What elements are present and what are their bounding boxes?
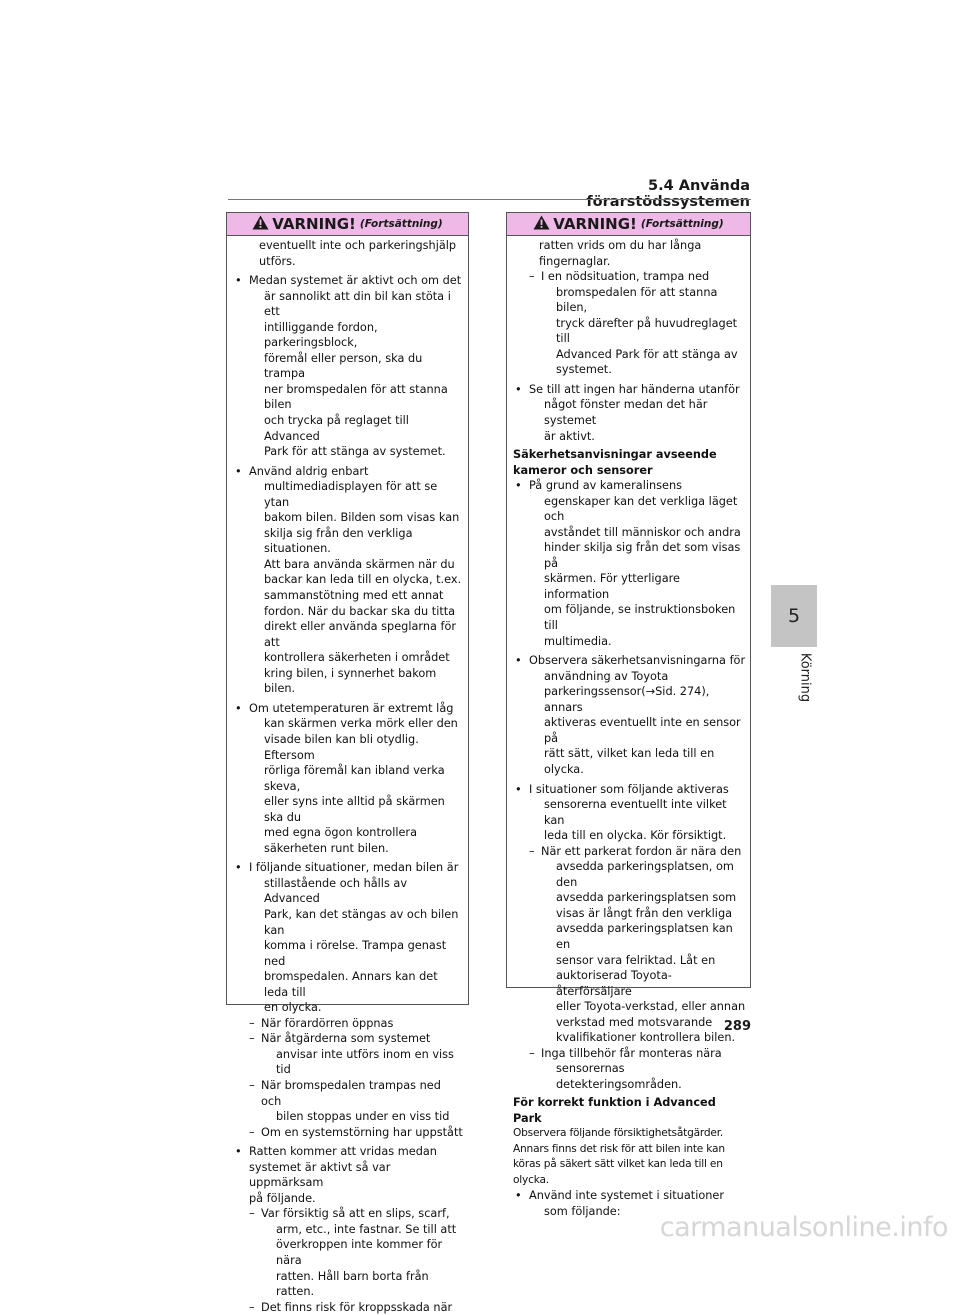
text-line: avsedda parkeringsplatsen kan en <box>556 922 733 951</box>
text-line: • Observera säkerhetsanvisningarna för <box>529 654 746 668</box>
bullet-item <box>513 478 746 649</box>
text-line: multimedia. <box>544 634 612 648</box>
text-line: auktoriserad Toyota-återförsäljare <box>556 969 672 998</box>
text-line: – När ett parkerat fordon är nära den <box>541 844 742 858</box>
text-line: ratten. Håll barn borta från ratten. <box>276 1269 429 1299</box>
bullet-item <box>513 653 746 777</box>
text-line: avståndet till människor och andra <box>544 525 741 539</box>
text-line: kring bilen, i synnerhet bakom bilen. <box>264 666 437 696</box>
text-line: säkerheten runt bilen. <box>264 841 389 855</box>
text-line: systemet. <box>556 363 612 377</box>
text-line: stillastående och hålls av Advanced <box>264 876 408 906</box>
bullet-item <box>233 273 464 460</box>
text-line: • Ratten kommer att vridas medan <box>249 1145 437 1159</box>
text-line: eller syns inte alltid på skärmen ska du <box>264 795 445 824</box>
dash-item <box>233 1300 464 1315</box>
text-line: sensor vara felriktad. Låt en <box>556 953 716 967</box>
chapter-tab: 5 <box>771 585 817 647</box>
text-line: sensorernas detekteringsområden. <box>556 1062 682 1091</box>
text-line: • Använd aldrig enbart <box>249 464 369 478</box>
warning-continued: (Fortsättning) <box>640 218 724 230</box>
text-line: leda till en olycka. Kör försiktigt. <box>544 829 727 843</box>
dash-item <box>233 1031 464 1078</box>
text-line: parkeringssensor(→Sid. 274), annars <box>544 685 710 714</box>
page-number: 289 <box>723 1019 751 1034</box>
bullet-item <box>233 464 464 697</box>
text-line: på följande. <box>249 1191 316 1205</box>
text-line: utförs. <box>259 254 296 268</box>
warning-triangle-icon <box>533 215 550 234</box>
text-line: Annars finns det risk för att bilen inte kan <box>513 1142 725 1155</box>
text-line: bromspedalen för att stanna bilen, <box>556 285 718 315</box>
header-divider <box>228 199 751 200</box>
section-heading <box>513 1095 746 1126</box>
text-line: olycka. <box>513 1173 549 1186</box>
bullet-item <box>233 701 464 856</box>
text-line: som följande: <box>544 1204 621 1218</box>
chapter-label <box>786 642 813 716</box>
text-line: direkt eller använda speglarna för att <box>264 620 457 649</box>
text-line: – Inga tillbehör får monteras nära <box>541 1046 722 1060</box>
text-line: systemet är aktivt så var uppmärksam <box>249 1160 391 1190</box>
text-line: rörliga föremål kan ibland verka skeva, <box>264 764 445 793</box>
text-line: bromspedalen. Annars kan det leda till <box>264 970 438 999</box>
text-line: – När åtgärderna som systemet <box>261 1032 431 1046</box>
warning-title: VARNING! <box>272 215 356 233</box>
bullet-item <box>513 382 746 444</box>
text-line: komma i rörelse. Trampa genast ned <box>264 939 447 968</box>
text-line: • Medan systemet är aktivt och om det <box>249 274 462 288</box>
text-line: kameror och sensorer <box>513 463 653 477</box>
text-line: avsedda parkeringsplatsen, om den <box>556 860 734 889</box>
bullet-item <box>233 1144 464 1206</box>
bullet-item <box>513 782 746 844</box>
paragraph <box>233 238 464 269</box>
text-line: sammanstötning med ett annat <box>264 589 444 603</box>
text-line: För korrekt funktion i Advanced Park <box>513 1096 716 1125</box>
text-line: är aktivt. <box>544 429 595 443</box>
text-line: anvisar inte utförs inom en viss tid <box>276 1047 454 1077</box>
text-line: aktiveras eventuellt inte en sensor på <box>544 716 741 745</box>
text-line: visade bilen kan bli otydlig. Eftersom <box>264 732 419 762</box>
text-line: multimediadisplayen för att se ytan <box>264 480 438 509</box>
text-line: – Var försiktig så att en slips, scarf, <box>261 1207 450 1221</box>
dash-item <box>233 1016 464 1032</box>
text-line: är sannolikt att din bil kan stöta i ett <box>264 289 451 319</box>
section-title: 5.4 Använda förarstödssystemen <box>586 178 750 210</box>
text-line: backar kan leda till en olycka, t.ex. <box>264 573 462 587</box>
dash-item <box>513 1046 746 1093</box>
text-line: – Det finns risk för kroppsskada när <box>261 1300 453 1314</box>
text-line: Observera följande försiktighetsåtgärder. <box>513 1127 724 1140</box>
text-line: kontrollera säkerheten i området <box>264 651 450 665</box>
text-line: • Använd inte systemet i situationer <box>529 1189 724 1203</box>
text-line: något fönster medan det här systemet <box>544 398 708 428</box>
text-line: en olycka. <box>264 1001 322 1015</box>
text-line: egenskaper kan det verkliga läget och <box>544 494 738 524</box>
text-line: om följande, se instruktionsboken till <box>544 603 736 633</box>
warning-continued: (Fortsättning) <box>359 218 443 230</box>
text-line: bilen stoppas under en viss tid <box>276 1110 450 1124</box>
warning-body <box>227 236 468 1315</box>
text-line: • På grund av kameralinsens <box>529 479 683 493</box>
warning-header <box>227 213 468 236</box>
text-line: – Om en systemstörning har uppstått <box>261 1125 463 1139</box>
text-line: Park, kan det stängas av och bilen kan <box>264 907 459 937</box>
warning-body <box>507 236 750 1220</box>
dash-item <box>233 1206 464 1299</box>
paragraph <box>513 1126 746 1188</box>
text-line: – När bromspedalen trampas ned och <box>261 1078 441 1108</box>
text-line: • Se till att ingen har händerna utanför <box>529 382 740 396</box>
text-line: kan skärmen verka mörk eller den <box>264 717 458 731</box>
bullet-item <box>233 860 464 1015</box>
text-line: rätt sätt, vilket kan leda till en olycka. <box>544 747 715 776</box>
text-line: • Om utetemperaturen är extremt låg <box>249 701 454 715</box>
text-line: sensorerna eventuellt inte vilket kan <box>544 798 727 827</box>
chapter-label-text: Körning <box>797 652 813 703</box>
text-line: Park för att stänga av systemet. <box>264 445 446 459</box>
text-line: köras på säkert sätt vilket kan leda till en <box>513 1158 723 1171</box>
text-line: användning av Toyota <box>544 669 669 683</box>
dash-item <box>233 1125 464 1141</box>
section-heading <box>513 447 746 478</box>
text-line: eventuellt inte och parkeringshjälp <box>259 239 457 252</box>
text-line: hinder skilja sig från det som visas på <box>544 541 741 570</box>
dash-item <box>233 1078 464 1125</box>
paragraph <box>513 238 746 269</box>
text-line: ratten vrids om du har långa <box>539 239 702 252</box>
text-line: avsedda parkeringsplatsen som <box>556 891 737 905</box>
dash-item <box>513 269 746 378</box>
text-line: ner bromspedalen för att stanna bilen <box>264 382 448 412</box>
text-line: fordon. När du backar ska du titta <box>264 604 456 618</box>
text-line: – I en nödsituation, trampa ned <box>541 270 710 284</box>
text-line: Att bara använda skärmen när du <box>264 557 455 571</box>
text-line: fingernaglar. <box>539 254 611 268</box>
warning-triangle-icon <box>252 215 269 234</box>
text-line: visas är långt från den verkliga <box>556 906 733 920</box>
text-line: verkstad med motsvarande <box>556 1015 713 1029</box>
watermark: carmanualsonline.info <box>659 1212 948 1243</box>
text-line: tryck därefter på huvudreglaget till <box>556 316 738 346</box>
text-line: • I situationer som följande aktiveras <box>529 782 729 796</box>
text-line: Advanced Park för att stänga av <box>556 347 738 361</box>
text-line: kvalifikationer kontrollera bilen. <box>556 1031 736 1045</box>
text-line: med egna ögon kontrollera <box>264 826 417 840</box>
text-line: intilliggande fordon, parkeringsblock, <box>264 320 378 350</box>
dash-item <box>513 844 746 1046</box>
text-line: • I följande situationer, medan bilen är <box>249 861 459 875</box>
text-line: och trycka på reglaget till Advanced <box>264 414 409 443</box>
warning-title: VARNING! <box>553 215 637 233</box>
text-line: Säkerhetsanvisningar avseende <box>513 448 717 462</box>
text-line: eller Toyota-verkstad, eller annan <box>556 1000 746 1014</box>
text-line: – När förardörren öppnas <box>261 1016 394 1030</box>
text-line: bakom bilen. Bilden som visas kan <box>264 511 460 525</box>
text-line: arm, etc., inte fastnar. Se till att <box>276 1222 457 1236</box>
warning-box-left <box>226 212 469 1314</box>
warning-header <box>507 213 750 236</box>
text-line: skilja sig från den verkliga situationen. <box>264 526 413 556</box>
text-line: föremål eller person, ska du trampa <box>264 351 423 381</box>
text-line: överkroppen inte kommer för nära <box>276 1238 443 1267</box>
text-line: skärmen. För ytterligare information <box>544 572 680 601</box>
